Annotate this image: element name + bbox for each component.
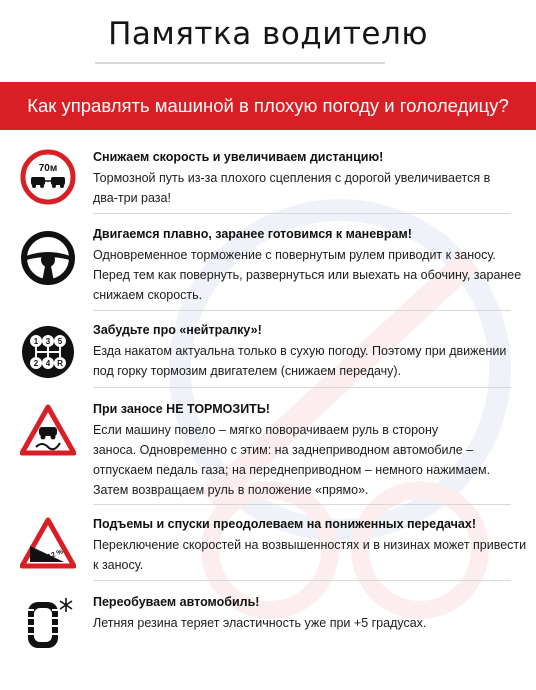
title-underline [95,62,385,64]
steep-grade-sign-icon [20,516,76,572]
tip-line: Если машину повело – мягко поворачиваем руль в сторону [93,423,439,437]
tip-heading: Подъемы и спуски преодолеваем на пониженных передачах! [93,517,476,531]
tip-heading: При заносе НЕ ТОРМОЗИТЬ! [93,402,270,416]
grade-text: 12 % [46,548,65,561]
tip-line: снижаем скорость. [93,288,203,302]
gearshift-icon [20,324,76,380]
tip-line: два-три раза! [93,191,171,205]
tip-line: заноса. Одновременно с этим: на заднеприводном автомобиле – [93,443,474,457]
tip-heading: Переобуваем автомобиль! [93,595,260,609]
page-title: Памятка водителю [108,16,428,52]
tip-heading: Забудьте про «нейтралку»! [93,323,262,337]
gear-digit: 3 [45,337,51,346]
tip-line: под горку тормозим двигателем (снижаем передачу). [93,364,402,378]
tip-line: Езда накатом актуальна только в сухую погоду. Поэтому при движении [93,344,507,358]
gear-digit: 1 [33,337,39,346]
winter-tire-icon [20,594,76,650]
tip-line: Перед тем как повернуть, развернуться или выехать на обочину, заранее [93,268,522,282]
divider [93,504,511,505]
tip-line: Одновременное торможение с повернутым рулем приводит к заносу. [93,248,496,262]
divider [93,213,511,214]
steering-wheel-icon [20,230,76,286]
slippery-road-sign-icon [20,403,76,459]
gear-digit: R [57,359,63,368]
sign-speed-text: 70м [38,163,58,174]
speed-limit-70-sign-icon [20,149,76,205]
divider [93,387,511,388]
divider [93,580,511,581]
tip-heading: Двигаемся плавно, заранее готовимся к маневрам! [93,227,412,241]
tip-line: Тормозной путь из-за плохого сцепления с дорогой увеличивается в [93,171,491,185]
gear-digit: 5 [57,337,63,346]
divider [93,310,511,311]
topic-banner: Как управлять машиной в плохую погоду и гололедицу? [0,82,536,130]
tip-heading: Снижаем скорость и увеличиваем дистанцию! [93,150,384,164]
tip-line: отпускаем педаль газа; на переднеприводном – немного нажимаем. [93,463,491,477]
tip-line: Летняя резина теряет эластичность уже при +5 градусах. [93,616,427,630]
gear-digit: 4 [45,359,51,368]
tip-line: Затем возвращаем руль в положение «прямо». [93,483,369,497]
tip-line: к заносу. [93,558,144,572]
tip-line: Переключение скоростей на возвышенностях и в низинах может привести [93,538,527,552]
gear-digit: 2 [33,359,39,368]
